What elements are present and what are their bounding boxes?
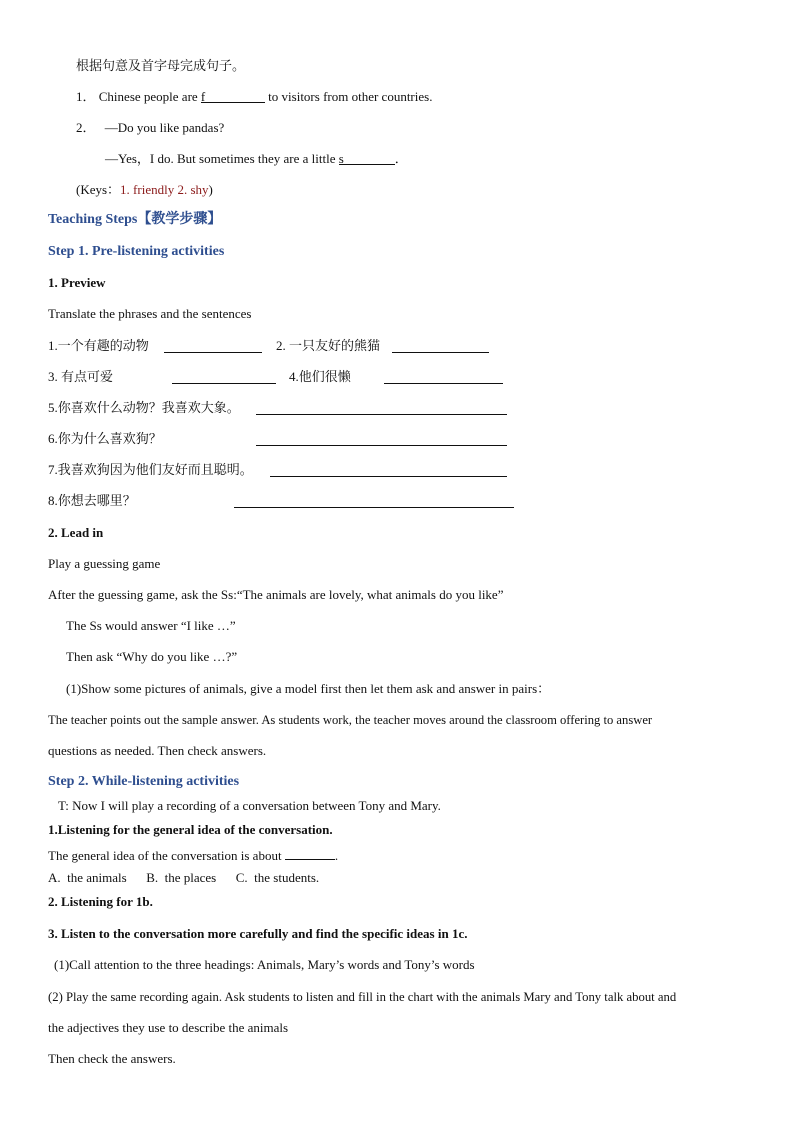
- listening-3-paragraph: (2) Play the same recording again. Ask students to listen and fill in the chart with the animals Mary and Tony talk about and: [48, 990, 677, 1004]
- translate-blank-6: [256, 445, 507, 446]
- listening-3-paragraph: Then check the answers.: [48, 1051, 176, 1066]
- leadin-heading: 2. Lead in: [48, 525, 104, 540]
- keys-answers: 1. friendly 2. shy: [120, 182, 209, 197]
- dialogue-text: —Yes，I do. But sometimes they are a little: [105, 151, 339, 166]
- translate-blank-3: [172, 383, 276, 384]
- hint-letter: s: [338, 151, 344, 166]
- keys-label: (Keys：: [76, 182, 121, 197]
- answer-blank: [285, 846, 335, 860]
- listening-3-paragraph: (1)Call attention to the three headings: Animals, Mary’s words and Tony’s words: [54, 957, 475, 972]
- dialogue-line-2: [105, 151, 408, 167]
- translate-item-1: 1.一个有趣的动物: [48, 338, 149, 353]
- question-text: Chinese people are: [98, 89, 201, 104]
- listening-2-heading: 2. Listening for 1b.: [48, 894, 153, 909]
- translate-item-6: 6.你为什么喜欢狗？: [48, 431, 162, 446]
- translate-blank-1: [164, 352, 262, 353]
- dialogue-line-1: —Do you like pandas?: [104, 120, 225, 135]
- preview-heading: 1. Preview: [48, 275, 106, 290]
- listening-1-question: [48, 846, 338, 864]
- question-text: The general idea of the conversation is about: [48, 848, 285, 863]
- answer-blank: [339, 151, 395, 165]
- leadin-paragraph: The teacher points out the sample answer. As students work, the teacher moves around the classroom offering to answer: [48, 713, 653, 727]
- question-1: [76, 89, 432, 105]
- leadin-paragraph: The Ss would answer “I like …”: [66, 618, 236, 633]
- translate-blank-5: [256, 414, 507, 415]
- listening-3-paragraph: the adjectives they use to describe the animals: [48, 1020, 289, 1035]
- leadin-paragraph: (1)Show some pictures of animals, give a model first then let them ask and answer in pairs：: [66, 681, 551, 696]
- translate-item-2: 2. 一只友好的熊猫: [276, 338, 381, 353]
- leadin-paragraph: Then ask “Why do you like …?”: [66, 649, 238, 664]
- teacher-line: T: Now I will play a recording of a conversation between Tony and Mary.: [58, 798, 441, 813]
- leadin-paragraph: questions as needed. Then check answers.: [48, 743, 267, 758]
- listening-1-heading: 1.Listening for the general idea of the conversation.: [48, 822, 333, 837]
- exercise-instruction: 根据句意及首字母完成句子。: [76, 58, 246, 73]
- leadin-paragraph: Play a guessing game: [48, 556, 161, 571]
- translate-blank-7: [270, 476, 507, 477]
- question-end: .: [334, 848, 339, 863]
- translate-item-7: 7.我喜欢狗因为他们友好而且聪明。: [48, 462, 253, 477]
- question-number: 2．: [76, 120, 96, 135]
- translate-blank-4: [384, 383, 503, 384]
- translate-blank-2: [392, 352, 489, 353]
- step1-heading: Step 1. Pre-listening activities: [48, 244, 225, 259]
- listening-3-heading: 3. Listen to the conversation more carefully and find the specific ideas in 1c.: [48, 926, 468, 941]
- translate-item-4: 4.他们很懒: [289, 369, 351, 384]
- translate-item-3: 3. 有点可爱: [48, 369, 114, 384]
- question-2: [76, 120, 224, 136]
- leadin-paragraph: After the guessing game, ask the Ss:“The animals are lovely, what animals do you like”: [48, 587, 504, 602]
- translate-instruction: Translate the phrases and the sentences: [48, 306, 252, 321]
- translate-item-8: 8.你想去哪里？: [48, 493, 136, 508]
- translate-item-5: 5.你喜欢什么动物？我喜欢大象。: [48, 400, 240, 415]
- keys-close: ): [208, 182, 213, 197]
- question-number: 1．: [76, 89, 96, 104]
- step2-heading: Step 2. While-listening activities: [48, 774, 240, 789]
- question-text: to visitors from other countries.: [264, 89, 433, 104]
- hint-letter: f: [200, 89, 206, 104]
- teaching-steps-title: Teaching Steps【教学步骤】: [48, 212, 222, 227]
- listening-1-options: A. the animals B. the places C. the students.: [48, 870, 320, 885]
- translate-blank-8: [234, 507, 514, 508]
- dialogue-end: ．: [394, 151, 408, 166]
- answer-blank: [201, 89, 265, 103]
- answer-keys: [76, 182, 213, 198]
